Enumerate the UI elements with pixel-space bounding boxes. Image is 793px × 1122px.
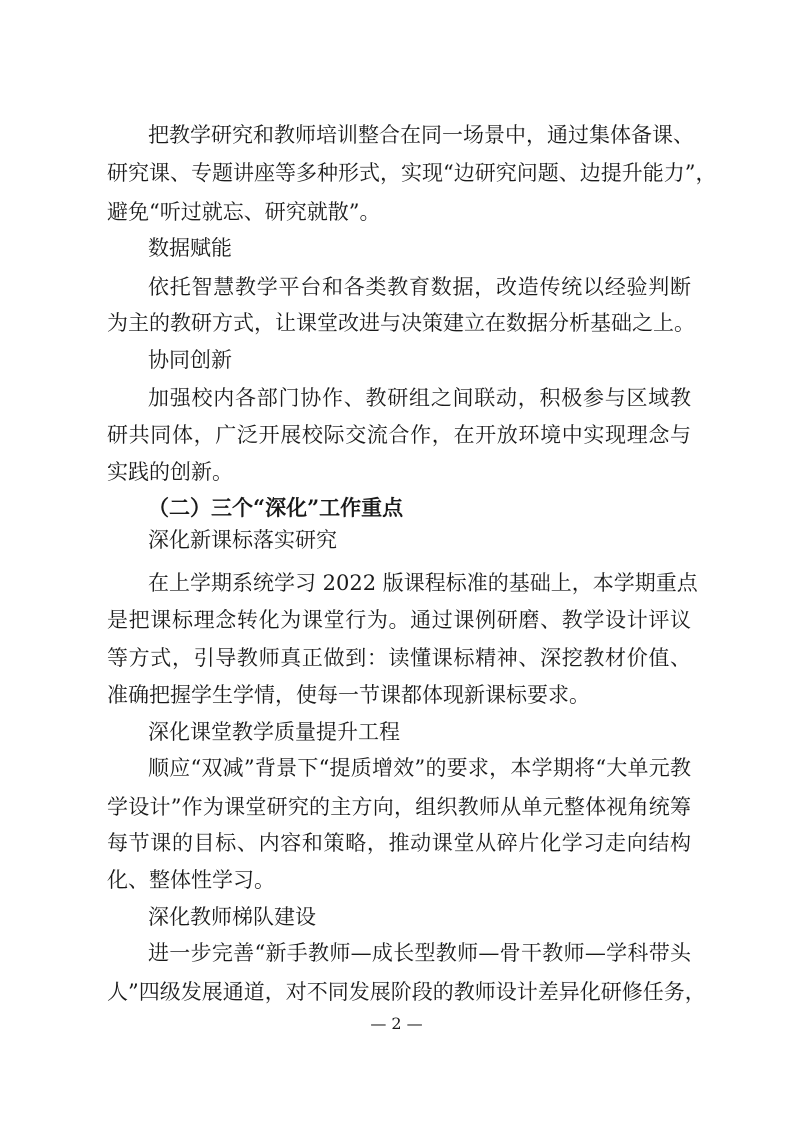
paragraph-line: 是把课标理念转化为课堂行为。通过课例研磨、教学设计评议 <box>107 608 691 632</box>
paragraph-line: 研究课、专题讲座等多种形式，实现“边研究问题、边提升能力”， <box>107 161 717 185</box>
paragraph-line: 学设计”作为课堂研究的主方向，组织教师从单元整体视角统筹 <box>107 795 691 819</box>
paragraph-line: 实践的创新。 <box>107 460 233 484</box>
paragraph-line: 为主的教研方式，让课堂改进与决策建立在数据分析基础之上。 <box>107 311 695 335</box>
paragraph-line: 等方式，引导教师真正做到：读懂课标精神、深挖教材价值、 <box>107 646 691 670</box>
subheading: 数据赋能 <box>148 236 232 260</box>
paragraph-line: 人”四级发展通道，对不同发展阶段的教师设计差异化研修任务， <box>107 980 706 1004</box>
paragraph-line: 加强校内各部门协作、教研组之间联动，积极参与区域教 <box>148 386 691 410</box>
section-heading: （二）三个“深化”工作重点 <box>148 495 404 520</box>
paragraph-line: 每节课的目标、内容和策略，推动课堂从碎片化学习走向结构 <box>107 831 691 855</box>
paragraph-line: 把教学研究和教师培训整合在同一场景中，通过集体备课、 <box>148 123 694 147</box>
subheading: 深化教师梯队建设 <box>148 905 316 929</box>
paragraph-line: 在上学期系统学习 2022 版课程标准的基础上，本学期重点 <box>148 571 698 595</box>
subheading: 深化新课标落实研究 <box>148 528 337 552</box>
paragraph-line: 依托智慧教学平台和各类教育数据，改造传统以经验判断 <box>148 275 691 299</box>
subheading: 协同创新 <box>148 348 232 372</box>
paragraph-line: 化、整体性学习。 <box>107 868 275 892</box>
subheading: 深化课堂教学质量提升工程 <box>148 720 400 744</box>
paragraph-line: 进一步完善“新手教师—成长型教师—骨干教师—学科带头 <box>148 941 691 965</box>
paragraph-line: 研共同体，广泛开展校际交流合作，在开放环境中实现理念与 <box>107 423 691 447</box>
paragraph-line: 准确把握学生学情，使每一节课都体现新课标要求。 <box>107 683 590 707</box>
paragraph-line: 避免“听过就忘、研究就散”。 <box>107 200 381 224</box>
paragraph-line: 顺应“双减”背景下“提质增效”的要求，本学期将“大单元教 <box>148 756 691 780</box>
page-number: — 2 — <box>370 1014 423 1033</box>
